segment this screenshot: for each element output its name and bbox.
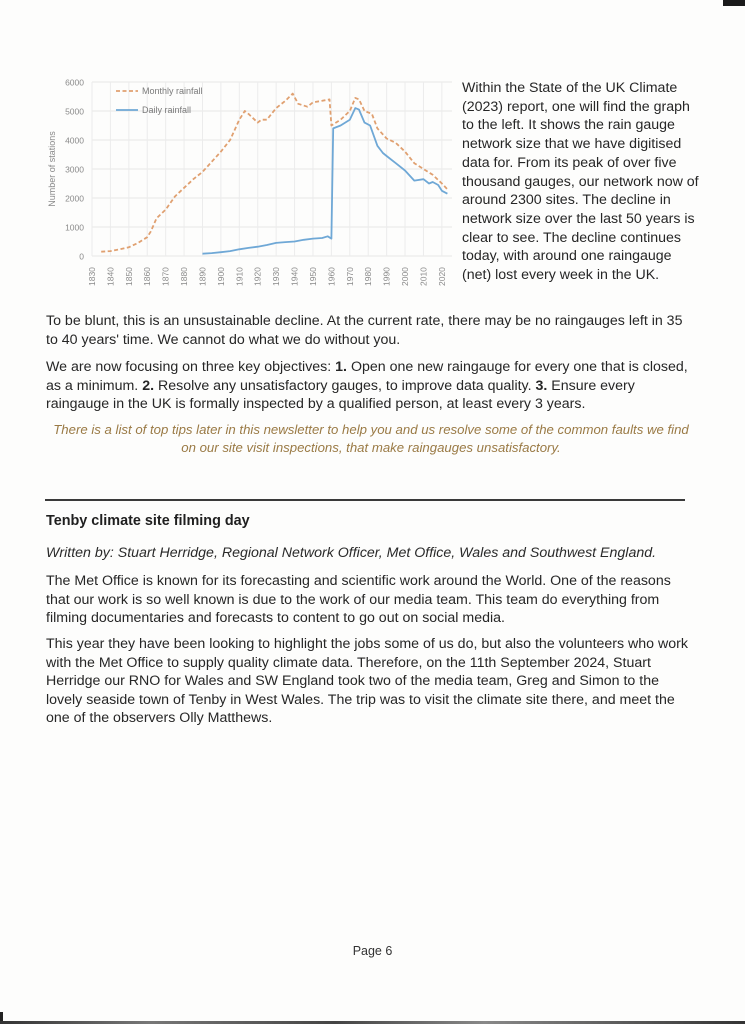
section-divider (45, 499, 685, 501)
y-tick-label: 5000 (65, 106, 84, 117)
legend-label: Monthly rainfall (142, 86, 203, 96)
article-byline: Written by: Stuart Herridge, Regional Network Officer, Met Office, Wales and Southwest England. (46, 545, 657, 561)
x-tick-label: 2020 (436, 267, 447, 286)
x-tick-label: 1930 (271, 267, 282, 286)
x-tick-label: 1960 (326, 267, 337, 286)
objective-1-number: 1. (335, 359, 348, 375)
article-heading: Tenby climate site filming day (46, 513, 250, 529)
scan-edge-mark (723, 0, 745, 6)
y-tick-label: 6000 (65, 77, 84, 88)
x-tick-label: 1950 (307, 267, 318, 286)
y-tick-label: 0 (79, 251, 84, 262)
x-tick-label: 1830 (87, 267, 97, 286)
objective-3-number: 3. (535, 377, 548, 394)
legend-label: Daily rainfall (142, 105, 192, 115)
x-tick-label: 2000 (400, 267, 411, 286)
x-tick-label: 1890 (197, 267, 208, 286)
rain-gauge-network-chart (40, 74, 455, 302)
y-tick-label: 4000 (65, 135, 84, 146)
objectives-paragraph (46, 358, 696, 414)
x-tick-label: 1970 (344, 267, 355, 286)
x-tick-label: 1900 (215, 267, 226, 286)
x-tick-label: 1840 (105, 267, 116, 286)
objective-2-text: Resolve any unsatisfactory gauges, to improve data quality. (154, 377, 536, 394)
chart-svg (40, 74, 455, 302)
objective-1-text: Open one new raingauge for every one that is closed, as a minimum. (46, 359, 688, 394)
x-tick-label: 1990 (381, 267, 392, 286)
objective-3-text: Ensure every raingauge in the UK is formally inspected by a qualified person, at least every 3 years. (46, 377, 635, 413)
x-tick-label: 1920 (252, 267, 263, 286)
top-tips-note: There is a list of top tips later in this newsletter to help you and us resolve some of the common faults we find on our site visit inspections, that make raingauges unsatisfactory. (53, 422, 689, 455)
chart-description: Within the State of the UK Climate (2023) report, one will find the graph to the left. It shows the rain gauge network size that we have digitised data for. From its peak of over five thousand gauges, our network now of around 2300 sites. The decline in network size over the last 50 years is clear to see. The decline continues today, with around one raingauge (net) lost every week in the UK. (462, 80, 699, 284)
objectives-intro: We are now focusing on three key objectives: (46, 359, 336, 375)
y-tick-label: 2000 (65, 193, 84, 204)
article-paragraph-2: This year they have been looking to highlight the jobs some of us do, but also the volunteers who work with the Met Office to supply quality climate data. Therefore, on the 11th September 2024, Stuart Herridge our RNO for Wales and SW England took two of the media team, Greg and Simon to the lovely seaside town of Tenby in West Wales. The trip was to visit the climate site there, and meet the one of the observers Olly Matthews. (46, 636, 688, 727)
series-line-monthly-rainfall (101, 94, 447, 252)
x-tick-label: 1980 (363, 267, 374, 286)
y-tick-label: 1000 (65, 222, 84, 233)
x-tick-label: 1940 (289, 267, 300, 286)
x-tick-label: 2010 (418, 267, 429, 286)
y-tick-label: 3000 (65, 164, 84, 175)
decline-paragraph: To be blunt, this is an unsustainable decline. At the current rate, there may be no raingauges left in 35 to 40 years' time. We cannot do what we do without you. (46, 313, 683, 348)
article-paragraph-1: The Met Office is known for its forecasting and scientific work around the World. One of the reasons that our work is so well known is due to the work of our media team. This team do everything from filming documentaries and forecasts to content to go out on social media. (46, 573, 671, 627)
x-tick-label: 1880 (179, 267, 190, 286)
x-tick-label: 1870 (160, 267, 171, 286)
x-tick-label: 1860 (142, 267, 153, 286)
page-number: Page 6 (352, 944, 393, 958)
x-tick-label: 1850 (123, 267, 134, 286)
x-tick-label: 1910 (234, 267, 245, 286)
y-axis-label: Number of stations (47, 131, 57, 207)
objective-2-number: 2. (142, 377, 155, 394)
